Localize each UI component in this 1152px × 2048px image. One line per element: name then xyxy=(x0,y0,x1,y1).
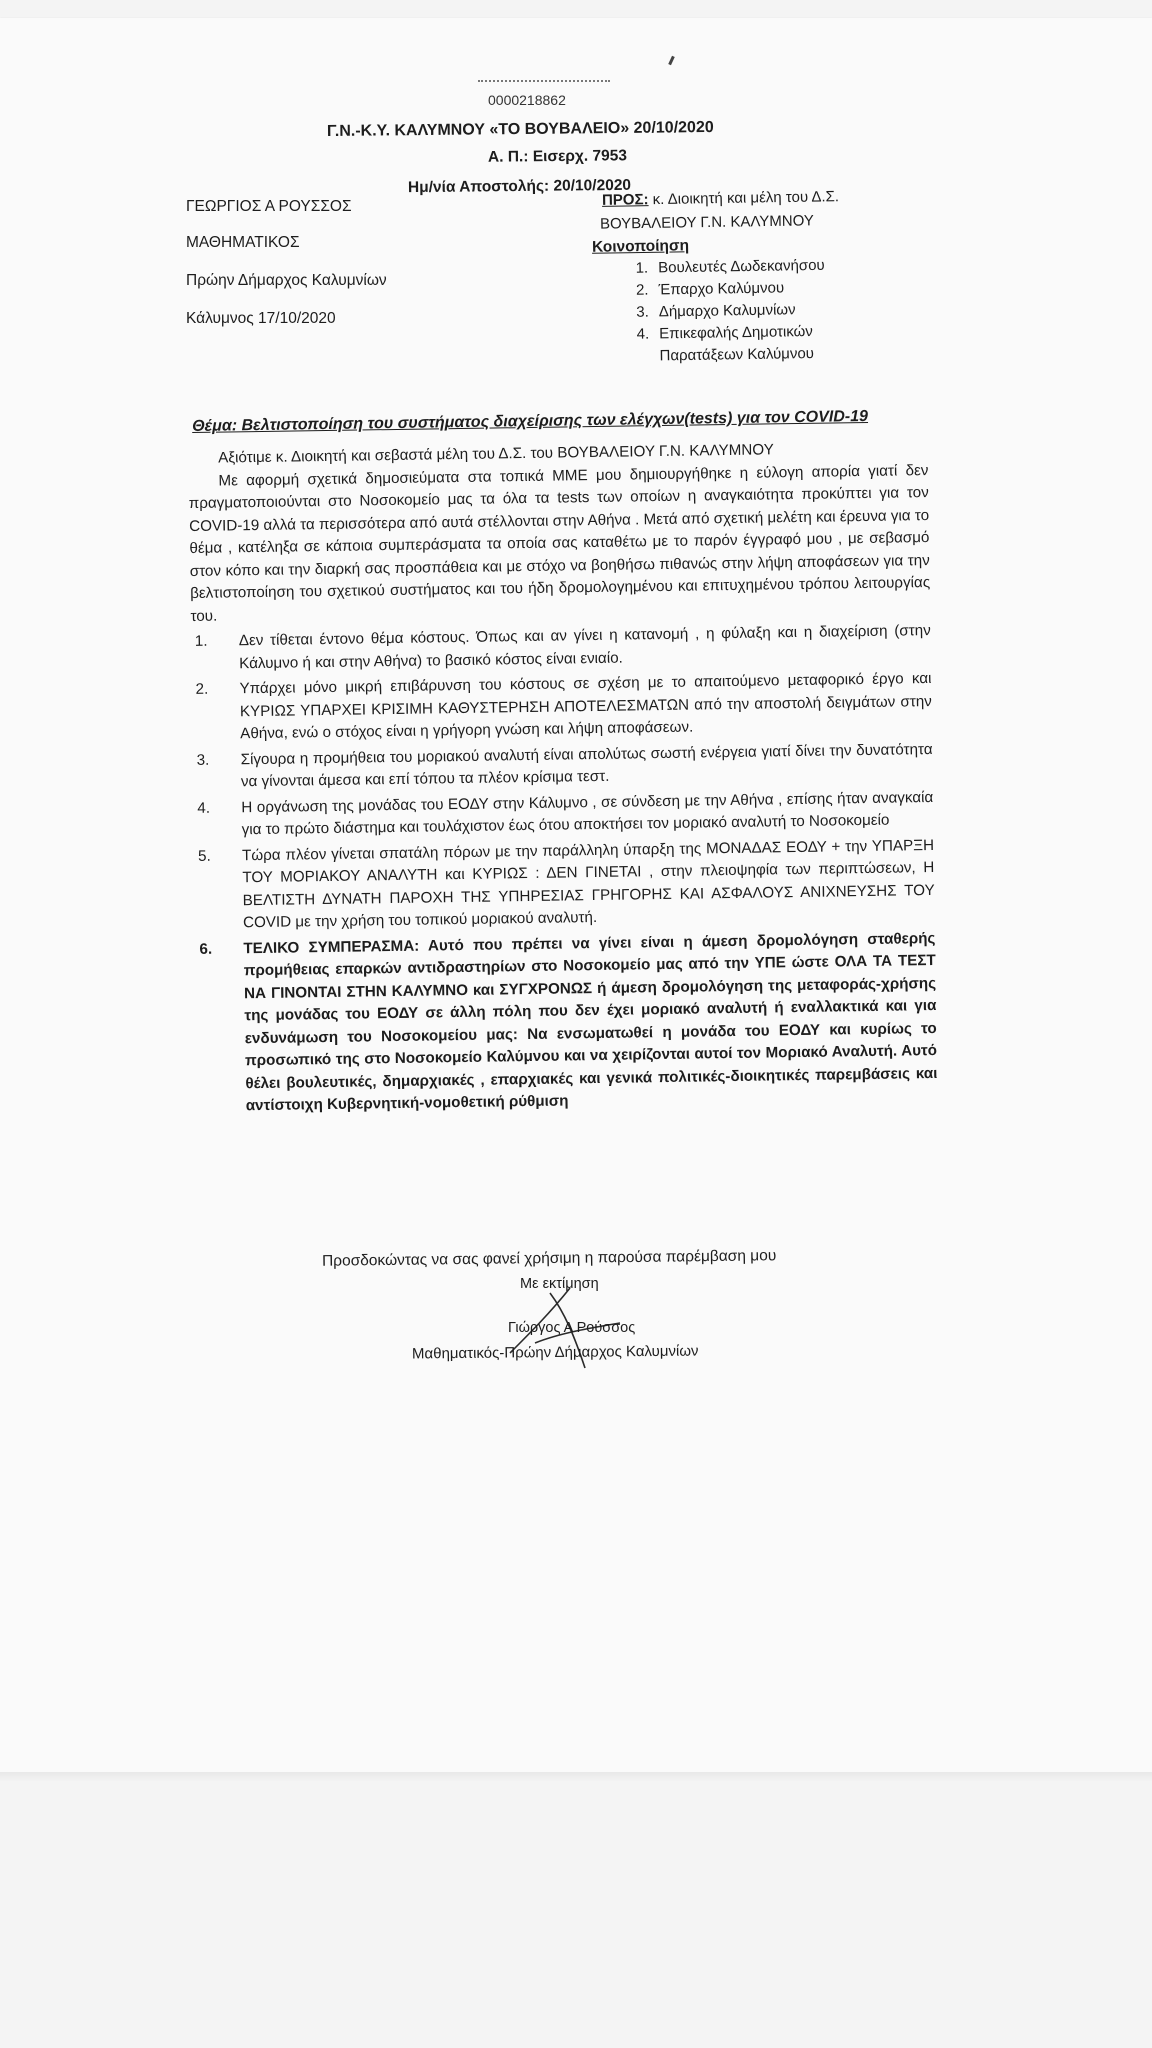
cc-list xyxy=(620,255,826,368)
subject-line: Θέμα: Βελτιστοποίηση του συστήματος διαχείρισης των ελέγχων(tests) για τον COVID-19 xyxy=(192,407,869,435)
protocol-stamp-number: 0000218862 xyxy=(488,92,566,108)
document-page xyxy=(0,18,1152,1778)
hospital-header-title: Γ.Ν.-Κ.Υ. ΚΑΛΥΜΝΟΥ «ΤΟ ΒΟΥΒΑΛΕΙΟ» 20/10/2020 xyxy=(326,118,714,141)
list-item-final-conclusion: 6. ΤΕΛΙΚΟ ΣΥΜΠΕΡΑΣΜΑ: Αυτό που πρέπει να γίνει είναι η άμεση δρομολόγηση σταθερής προμήθειας επαρκών αντιδραστηρίων στο Νοσοκομείο μας από την ΥΠΕ ώστε ΟΛΑ ΤΑ ΤΕΣΤ ΝΑ ΓΙΝΟΝΤΑΙ ΣΤΗΝ ΚΑΛΥΜΝΟ και ΣΥΓΧΡΟΝΩΣ ή άμεση δρομολόγηση της μεταφοράς-χρήσης της μονάδας του ΕΟΔΥ σε άλλη πόλη που δεν έχει μοριακό αναλυτή ή εναλλακτικά και για ενδυνάμωση του Νοσοκομείου μας: Να ενσωματωθεί η μονάδα του ΕΟΔΥ και κυρίως το προσωπικό της στο Νοσοκομείο Καλύμνου και να χειρίζονται αυτοί τον Μοριακό Αναλυτή. Αυτό θέλει βουλευτικές, δημαρχιακές , επαρχιακές και γενικά πολιτικές-διοικητικές παρεμβάσεις και αντίστοιχη Κυβερνητική-νομοθετική ρύθμιση xyxy=(199,929,938,1115)
sender-place-date: Κάλυμνος 17/10/2020 xyxy=(186,310,336,327)
recipient-line-2: ΒΟΥΒΑΛΕΙΟΥ Γ.Ν. ΚΑΛΥΜΝΟΥ xyxy=(599,212,814,233)
protocol-number: Α. Π.: Εισερχ. 7953 xyxy=(487,147,628,166)
closing-line: Προσδοκώντας να σας φανεί χρήσιμη η παρούσα παρέμβαση μου xyxy=(321,1247,777,1270)
page-bottom-edge xyxy=(0,1772,1152,1782)
sender-profession: ΜΑΘΗΜΑΤΙΚΟΣ xyxy=(186,234,300,251)
cc-item: Παρατάξεων Καλύμνου xyxy=(659,344,815,365)
pen-mark xyxy=(668,56,675,65)
letter-body xyxy=(188,437,938,1118)
closing-regards: Με εκτίμηση xyxy=(520,1276,599,1292)
list-item: 2. Υπάρχει μόνο μικρή επιβάρυνση του κόστους σε σχέση με το απαιτούμενο μεταφορικό έργο και ΚΥΡΙΩΣ ΥΠΑΡΧΕΙ ΚΡΙΣΙΜΗ ΚΑΘΥΣΤΕΡΗΣΗ ΑΠΟΤΕΛΕΣΜΑΤΩΝ από την αποστολή δειγμάτων στην Αθήνα, ενώ ο στόχος είναι η γρήγορη γνώση και λήψη αποφάσεων. xyxy=(195,669,932,743)
list-item: 4. Η οργάνωση της μονάδας του ΕΟΔΥ στην Κάλυμνο , σε σύνδεση με την Αθήνα , επίσης ήταν αναγκαία για το πρώτο διάστημα και τουλάχιστον έως ότου αποκτήσει τον μοριακό αναλυτή το Νοσοκομείο xyxy=(197,788,934,839)
cc-item: 3. Δήμαρχο Καλυμνίων xyxy=(636,301,796,321)
sender-name: ΓΕΩΡΓΙΟΣ Α ΡΟΥΣΣΟΣ xyxy=(186,198,352,215)
cc-item: 1. Βουλευτές Δωδεκανήσου xyxy=(635,256,825,277)
list-item: 5. Τώρα πλέον γίνεται σπατάλη πόρων με την παράλληλη ύπαρξη της ΜΟΝΑΔΑΣ ΕΟΔΥ + την ΥΠΑΡΞΗ ΤΟΥ ΜΟΡΙΑΚΟΥ ΑΝΑΛΥΤΗ και ΚΥΡΙΩΣ : ΔΕΝ ΓΙΝΕΤΑΙ , στην πλειοψηφία των περιπτώσεων, Η ΒΕΛΤΙΣΤΗ ΔΥΝΑΤΗ ΠΑΡΟΧΗ ΤΗΣ ΥΠΗΡΕΣΙΑΣ ΓΡΗΓΟΡΗΣ ΚΑΙ ΑΣΦΑΛΟΥΣ ΑΝΙΧΝΕΥΣΗΣ ΤΟΥ COVID με την χρήση του τοπικού μοριακού αναλυτή. xyxy=(197,836,935,932)
intro-paragraph: Με αφορμή σχετικά δημοσιεύματα στα τοπικά ΜΜΕ μου δημιουργήθηκε η εύλογη απορία γιατί δεν πραγματοποιούνται στο Νοσοκομείο μας τα όλα τα tests των οποίων η αναγκαιότητα προκύπτει για τον COVID-19 αλλά τα περισσότερα από αυτά στέλλονται στην Αθήνα . Μετά από σχετική μελέτη και έρευνα για το θέμα , κατέληξα σε κάποια συμπεράσματα τα οποία σας καταθέτω με το παρόν έγγραφό μου , με σεβασμό στον κόπο και την διαρκή σας προσπάθεια και με στόχο να βοηθήσω πιθανώς στην λήψη αποφάσεων για την βελτιστοποίηση του σχετικού συστήματος και του ήδη δρομολογημένου και επιτυχημένου τρόπου λειτουργίας του. xyxy=(188,461,931,625)
recipient-label: ΠΡΟΣ: xyxy=(601,191,649,209)
recipient-line-1 xyxy=(602,188,839,209)
sender-role: Πρώην Δήμαρχος Καλυμνίων xyxy=(186,272,387,289)
sent-date: Ημ/νία Αποστολής: 20/10/2020 xyxy=(407,176,632,197)
signature-title: Μαθηματικός-Πρώην Δήμαρχος Καλυμνίων xyxy=(411,1342,699,1363)
list-item: 1. Δεν τίθεται έντονο θέμα κόστους. Όπως και αν γίνει η κατανομή , η φύλαξη και η διαχείριση (στην Κάλυμνο ή και στην Αθήνα) το βασικό κόστος είναι ενιαίο. xyxy=(194,622,931,672)
cc-title: Κοινοποίηση xyxy=(591,237,690,256)
stamp-dots xyxy=(478,80,610,84)
recipient-text: κ. Διοικητή και μέλη του Δ.Σ. xyxy=(648,188,840,209)
cc-item: 4. Επικεφαλής Δημοτικών xyxy=(636,322,813,343)
list-item: 3. Σίγουρα η προμήθεια του μοριακού αναλυτή είναι απολύτως σωστή ενέργεια γιατί δίνει την δυνατότητα να γίνονται άμεσα και επί τόπου τα πλέον κρίσιμα τεστ. xyxy=(196,740,933,791)
cc-item: 2. Έπαρχο Καλύμνου xyxy=(635,279,785,299)
points-list xyxy=(191,620,938,1118)
salutation: Αξιότιμε κ. Διοικητή και σεβαστά μέλη του Δ.Σ. του ΒΟΥΒΑΛΕΙΟΥ Γ.Ν. ΚΑΛΥΜΝΟΥ xyxy=(218,441,774,467)
signature-name: Γιώργος Α Ρούσσος xyxy=(508,1320,636,1336)
